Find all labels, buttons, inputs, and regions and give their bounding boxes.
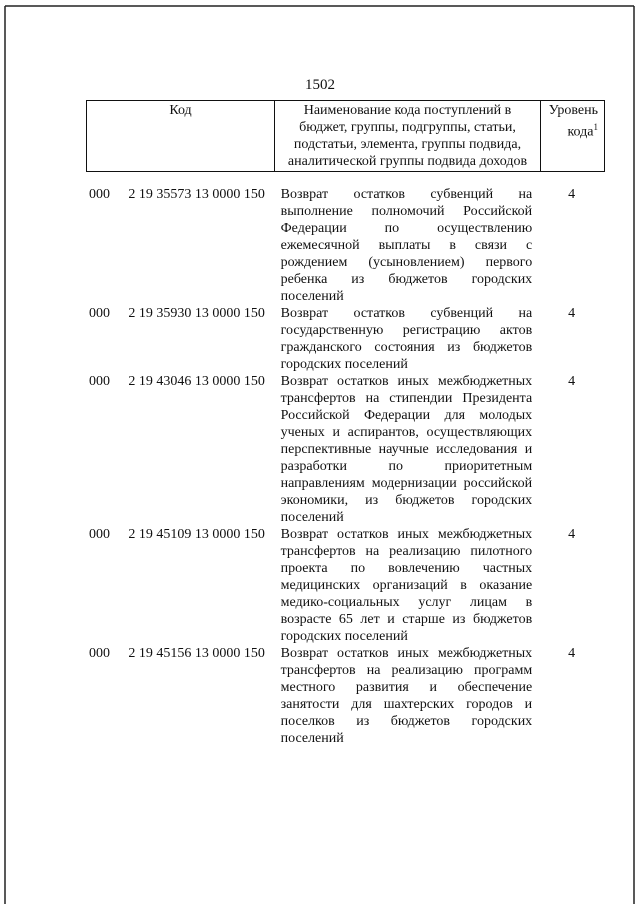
row-code: 2 19 45156 13 0000 150	[128, 646, 265, 661]
row-admin-code: 000	[89, 187, 110, 202]
header-name: Наименование кода поступлений в бюджет, группы, подгруппы, статьи, подстатьи, элемента, группы подвида, аналитической группы подвида доходов	[275, 101, 541, 172]
row-level: 4	[568, 527, 576, 542]
page-number: 1502	[305, 77, 335, 93]
table-body	[86, 186, 605, 747]
table-row	[86, 645, 605, 747]
header-level-footnote: 1	[593, 122, 598, 132]
row-level: 4	[568, 646, 576, 661]
header-level-label: Уровень кода	[548, 103, 598, 140]
row-level: 4	[568, 374, 576, 389]
table-row	[86, 305, 605, 373]
row-level: 4	[568, 187, 576, 202]
row-name: Возврат остатков иных межбюджетных трансфертов на стипендии Президента Российской Федерации для молодых ученых и аспирантов, осуществляющих перспективные научные исследования и разработки по приоритетным направлениям модернизации российской экономики, из бюджетов городских поселений	[280, 374, 533, 525]
row-admin-code: 000	[89, 527, 110, 542]
table-row	[86, 186, 605, 305]
row-level: 4	[568, 306, 576, 321]
table-row	[86, 373, 605, 526]
row-admin-code: 000	[89, 306, 110, 321]
row-name: Возврат остатков иных межбюджетных трансфертов на реализацию программ местного развития и обеспечение занятости для шахтерских городов и поселков из бюджетов городских поселений	[280, 646, 533, 746]
row-code: 2 19 35573 13 0000 150	[128, 187, 265, 202]
header-code: Код	[87, 101, 275, 172]
row-admin-code: 000	[89, 646, 110, 661]
row-code: 2 19 45109 13 0000 150	[128, 527, 265, 542]
row-name: Возврат остатков субвенций на государственную регистрацию актов гражданского состояния из бюджетов городских поселений	[280, 306, 533, 372]
row-code: 2 19 43046 13 0000 150	[128, 374, 265, 389]
header-level	[541, 101, 605, 172]
row-admin-code: 000	[89, 374, 110, 389]
row-code: 2 19 35930 13 0000 150	[128, 306, 265, 321]
table-header	[86, 100, 605, 172]
table-row	[86, 526, 605, 645]
row-name: Возврат остатков иных межбюджетных трансфертов на реализацию пилотного проекта по вовлечению частных медицинских организаций в оказание медико-социальных услуг лицам в возрасте 65 лет и старше из бюджетов городских поселений	[280, 527, 533, 644]
row-name: Возврат остатков субвенций на выполнение полномочий Российской Федерации по осуществлению ежемесячной выплаты в связи с рождением (усыновлением) первого ребенка из бюджетов городских поселений	[280, 187, 533, 304]
